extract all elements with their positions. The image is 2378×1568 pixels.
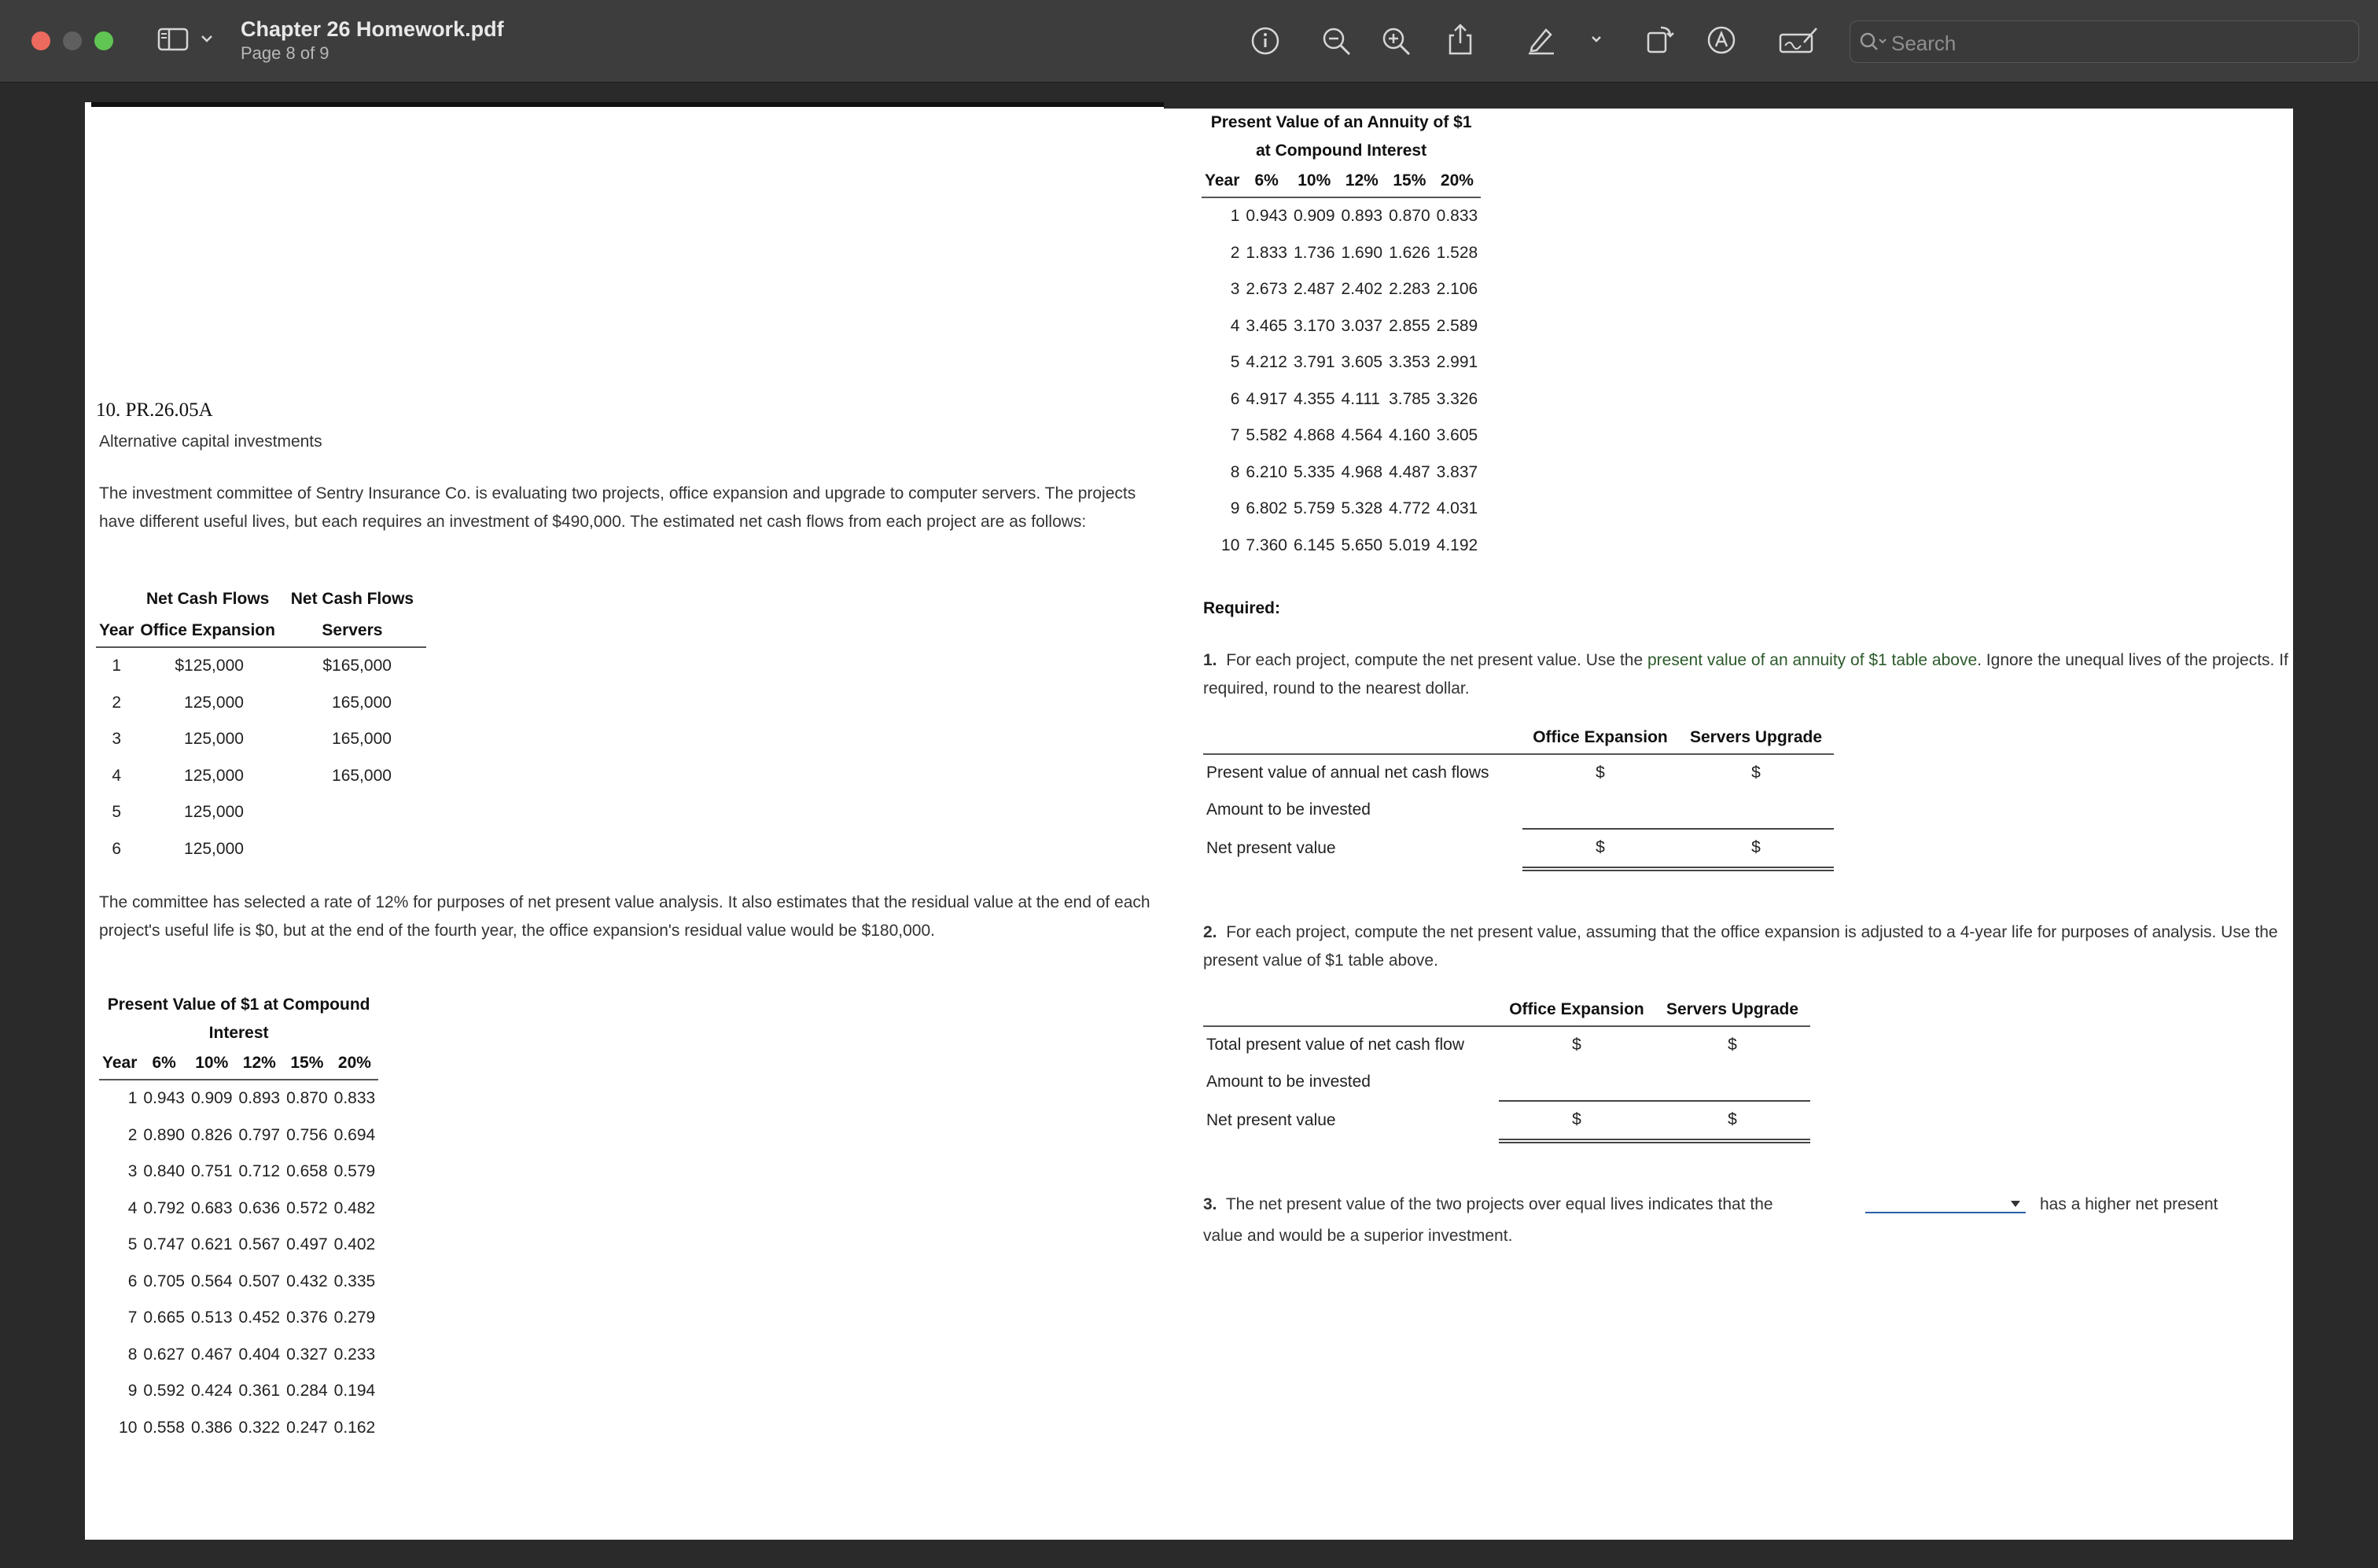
cash-flow-cell: 3 (112, 730, 122, 749)
annuity-cell: 1.833 (1246, 243, 1287, 262)
table-row (1202, 308, 1481, 345)
annuity-cell: 3.785 (1389, 389, 1430, 408)
annuity-cell: 3.326 (1436, 389, 1478, 408)
q2-row-total-label: Total present value of net cash flow (1206, 1036, 1465, 1055)
table-row (96, 831, 426, 868)
table-row (96, 647, 426, 685)
pv-cell: 0.322 (238, 1418, 281, 1437)
cash-flow-cell: $165,000 (322, 657, 392, 675)
sidebar-icon[interactable] (157, 27, 189, 52)
q1-col-servers: Servers Upgrade (1678, 722, 1834, 754)
annuity-cell: 3.465 (1246, 316, 1287, 335)
table-row (1202, 197, 1481, 235)
annuity-cell: 2.106 (1436, 280, 1478, 299)
annuity-cell: 6.802 (1246, 499, 1287, 518)
q2-invest-office-input[interactable] (1499, 1064, 1655, 1102)
minimize-window-button[interactable] (63, 31, 82, 50)
pv-col-header: Year (99, 1047, 140, 1080)
annuity-cell: 3.037 (1341, 316, 1383, 335)
annuity-col-header: 15% (1386, 165, 1434, 197)
q1-row-invest-label: Amount to be invested (1206, 801, 1371, 819)
cash-flow-cell: 125,000 (184, 839, 244, 858)
pv-cell: 9 (127, 1382, 138, 1401)
annuity-cell: 9 (1230, 499, 1240, 518)
document-title: Chapter 26 Homework.pdf (241, 17, 504, 41)
pv-cell: 0.870 (286, 1089, 328, 1108)
annuity-cell: 5.335 (1293, 462, 1335, 481)
q2-col-office: Office Expansion (1499, 994, 1655, 1026)
pv-cell: 0.386 (190, 1418, 233, 1437)
table-row (99, 1191, 378, 1228)
annuity-cell: 3.605 (1341, 353, 1383, 372)
pv-col-header: 10% (188, 1047, 236, 1080)
table-row (1202, 271, 1481, 308)
table-row (99, 1080, 378, 1117)
annuity-cell: 3.837 (1436, 462, 1478, 481)
pv-col-header: 6% (140, 1047, 188, 1080)
pv-cell: 3 (127, 1162, 138, 1181)
table-row (1202, 344, 1481, 381)
q2-invest-servers-input[interactable] (1655, 1064, 1810, 1102)
annuity-cell: 0.943 (1246, 207, 1287, 226)
pv-cell: 0.482 (333, 1198, 376, 1217)
pv-cell: 0.751 (190, 1162, 233, 1181)
pv-cell: 0.840 (143, 1162, 185, 1181)
annuity-cell: 7.360 (1246, 536, 1287, 554)
cash-flow-cell: 125,000 (184, 766, 244, 785)
annuity-cell: 4.772 (1389, 499, 1430, 518)
pv-cell: 0.792 (143, 1198, 185, 1217)
annuity-cell: 2.589 (1436, 316, 1478, 335)
pv-cell: 0.747 (143, 1235, 185, 1254)
pv-cell: 0.564 (190, 1272, 233, 1290)
pv-title-2: Interest (208, 1024, 269, 1042)
pv-cell: 0.694 (333, 1125, 376, 1144)
table-row (1202, 528, 1481, 565)
q1-npv-servers-input[interactable]: $ (1678, 829, 1834, 869)
title-bar (0, 0, 2378, 83)
pv-cell: 0.572 (286, 1198, 328, 1217)
pv-cell: 0.705 (143, 1272, 185, 1290)
annuity-cell: 2 (1230, 243, 1240, 262)
cash-flow-cell: 125,000 (184, 803, 244, 822)
required-heading: Required: (1203, 599, 1281, 617)
chevron-down-icon[interactable] (200, 33, 214, 44)
q1-number: 1. (1203, 651, 1217, 669)
pv-cell: 0.558 (143, 1418, 185, 1437)
annuity-col-header: 10% (1290, 165, 1338, 197)
pv-cell: 0.335 (333, 1272, 376, 1290)
table-row (99, 1300, 378, 1337)
pv-cell: 0.507 (238, 1272, 281, 1290)
problem-subtitle: Alternative capital investments (99, 432, 322, 451)
pv-table (99, 991, 378, 1446)
annuity-cell: 3.791 (1293, 353, 1335, 372)
table-row (99, 1337, 378, 1374)
zoom-out-icon[interactable] (1321, 26, 1353, 57)
annuity-cell: 4 (1230, 316, 1240, 335)
q1-text (1203, 646, 2288, 703)
pv-cell: 2 (127, 1125, 138, 1144)
table-row (96, 721, 426, 758)
annuity-col-header: 20% (1434, 165, 1482, 197)
pv-cell: 0.826 (190, 1125, 233, 1144)
q3-text-a: 3. The net present value of the two projects over equal lives indicates that the (1203, 1195, 1773, 1213)
pv-cell: 0.712 (238, 1162, 281, 1181)
cash-flow-cell: 5 (112, 803, 122, 822)
rotate-icon[interactable] (1644, 24, 1675, 55)
annuity-cell: 6 (1230, 389, 1240, 408)
annuity-cell: 5 (1230, 353, 1240, 372)
annuity-cell: 1.626 (1389, 243, 1430, 262)
table-row (96, 794, 426, 831)
pv-cell: 0.627 (143, 1345, 185, 1364)
q1-npv-office-input[interactable]: $ (1522, 829, 1678, 869)
pv-cell: 6 (127, 1272, 138, 1290)
pv-cell: 7 (127, 1309, 138, 1327)
problem-id: 10. PR.26.05A (96, 399, 213, 421)
annuity-cell: 6.145 (1293, 536, 1335, 554)
annuity-cell: 5.759 (1293, 499, 1335, 518)
zoom-window-button[interactable] (94, 31, 113, 50)
annuity-cell: 4.160 (1389, 426, 1430, 445)
cf-header-top-2: Net Cash Flows (290, 590, 414, 608)
annuity-cell: 4.487 (1389, 462, 1430, 481)
annuity-cell: 10 (1221, 536, 1240, 554)
pv-cell: 0.279 (333, 1309, 376, 1327)
annuity-cell: 3.353 (1389, 353, 1430, 372)
pv-cell: 1 (127, 1089, 138, 1108)
pv-cell: 0.756 (286, 1125, 328, 1144)
pv-cell: 0.658 (286, 1162, 328, 1181)
pv-cell: 0.893 (238, 1089, 281, 1108)
search-field[interactable] (1850, 20, 2359, 63)
pv-cell: 0.833 (333, 1089, 376, 1108)
q2-text-body: For each project, compute the net present value, assuming that the office expansion is adjusted to a 4-year life for purposes of analysis. Use the present value of $1 table above. (1203, 923, 2278, 970)
pv-cell: 0.683 (190, 1198, 233, 1217)
q1-col-office: Office Expansion (1522, 722, 1678, 754)
info-icon[interactable] (1250, 26, 1280, 56)
q1-pv-servers-input[interactable]: $ (1751, 764, 1761, 782)
annuity-cell: 5.328 (1341, 499, 1383, 518)
q2-row-invest-label: Amount to be invested (1206, 1073, 1371, 1091)
table-row (99, 1373, 378, 1410)
pv-cell: 0.497 (286, 1235, 328, 1254)
cash-flow-cell: 2 (112, 693, 122, 712)
annuity-cell: 2.283 (1389, 280, 1430, 299)
pv-col-header: 20% (331, 1047, 379, 1080)
cash-flow-cell: 165,000 (332, 693, 392, 712)
pv-cell: 0.621 (190, 1235, 233, 1254)
annuity-cell: 2.855 (1389, 316, 1430, 335)
page-top-rule (91, 102, 1164, 107)
annuity-cell: 7 (1230, 426, 1240, 445)
annuity-cell: 0.909 (1293, 207, 1335, 226)
table-row (1202, 418, 1481, 455)
annotate-icon[interactable] (1706, 25, 1736, 55)
q2-total-servers-input[interactable]: $ (1728, 1036, 1737, 1055)
annuity-cell: 0.870 (1389, 207, 1430, 226)
pv-cell: 0.467 (190, 1345, 233, 1364)
annuity-cell: 4.917 (1246, 389, 1287, 408)
cash-flow-cell: 4 (112, 766, 122, 785)
cash-flows-table (96, 583, 426, 867)
problem-intro: The investment committee of Sentry Insurance Co. is evaluating two projects, office expansion and upgrade to computer servers. The projects have different useful lives, but each requires an investment of $490,000. The estimated net cash flows from each project are as follows: (99, 484, 1136, 531)
annuity-cell: 0.833 (1436, 207, 1478, 226)
annuity-cell: 3.170 (1293, 316, 1335, 335)
annuity-cell: 5.650 (1341, 536, 1383, 554)
table-row (99, 1154, 378, 1191)
pv-cell: 0.665 (143, 1309, 185, 1327)
pv-cell: 0.402 (333, 1235, 376, 1254)
signature-icon[interactable] (1779, 25, 1818, 55)
pv-cell: 0.424 (190, 1382, 233, 1401)
cash-flow-cell: 165,000 (332, 766, 392, 785)
annuity-col-header: 12% (1338, 165, 1386, 197)
annuity-cell: 4.031 (1436, 499, 1478, 518)
table-row (1202, 491, 1481, 528)
pv-cell: 0.247 (286, 1418, 328, 1437)
cf-header-top-1: Net Cash Flows (145, 590, 270, 608)
annuity-cell: 1 (1230, 207, 1240, 226)
q1-text-b: . Ignore the unequal lives of the projects. If required, round to the nearest dollar. (1203, 651, 2288, 698)
annuity-cell: 2.402 (1341, 280, 1383, 299)
pv-cell: 0.162 (333, 1418, 376, 1437)
pv-cell: 0.567 (238, 1235, 281, 1254)
annuity-cell: 1.690 (1341, 243, 1383, 262)
annuity-cell: 4.968 (1341, 462, 1383, 481)
pv-col-header: 12% (236, 1047, 284, 1080)
cash-flow-cell (278, 794, 426, 831)
annuity-cell: 0.893 (1341, 207, 1383, 226)
q1-annuity-link[interactable]: present value of an annuity of $1 table above (1647, 651, 1978, 669)
annuity-cell: 8 (1230, 462, 1240, 481)
dropdown-arrow-icon (2010, 1198, 2021, 1212)
pv-cell: 0.194 (333, 1382, 376, 1401)
cash-flow-cell: 6 (112, 839, 122, 858)
annuity-col-header: 6% (1242, 165, 1290, 197)
q1-invest-office-input[interactable] (1522, 792, 1678, 830)
pv-cell: 0.797 (238, 1125, 281, 1144)
pv-cell: 0.404 (238, 1345, 281, 1364)
q1-header-blank (1203, 722, 1522, 754)
pv-cell: 5 (127, 1235, 138, 1254)
search-icon (1858, 31, 1888, 53)
annuity-col-header: Year (1202, 165, 1242, 197)
pv-cell: 0.361 (238, 1382, 281, 1401)
cash-flow-cell: 165,000 (332, 730, 392, 749)
q1-text-a: For each project, compute the net present value. Use the (1226, 651, 1647, 669)
pv-cell: 8 (127, 1345, 138, 1364)
pdf-page-left (85, 102, 1164, 1540)
pv-cell: 0.284 (286, 1382, 328, 1401)
pv-cell: 4 (127, 1198, 138, 1217)
pv-cell: 0.233 (333, 1345, 376, 1364)
annuity-cell: 4.868 (1293, 426, 1335, 445)
share-icon[interactable] (1447, 22, 1474, 57)
pdf-page-right (1164, 109, 2293, 1540)
annuity-table (1202, 109, 1481, 564)
q3-text-b-1: has a higher net present (2040, 1195, 2218, 1213)
annuity-cell: 4.111 (1341, 389, 1380, 408)
q2-npv-office-input[interactable]: $ (1499, 1101, 1655, 1141)
q1-pv-office-input[interactable]: $ (1596, 764, 1605, 782)
q2-header-blank (1203, 994, 1499, 1026)
cash-flow-cell: 125,000 (184, 693, 244, 712)
table-row (99, 1264, 378, 1301)
annuity-cell: 2.487 (1293, 280, 1335, 299)
q1-row-npv-label: Net present value (1206, 839, 1336, 858)
pv-title-1: Present Value of $1 at Compound (107, 996, 370, 1014)
pv-cell: 0.943 (143, 1089, 185, 1108)
pv-cell: 0.592 (143, 1382, 185, 1401)
annuity-cell: 1.736 (1293, 243, 1335, 262)
table-row (99, 1410, 378, 1447)
table-row (1202, 235, 1481, 272)
pv-cell: 0.452 (238, 1309, 281, 1327)
page-indicator: Page 8 of 9 (241, 43, 329, 63)
q2-col-servers: Servers Upgrade (1655, 994, 1810, 1026)
annuity-cell: 4.355 (1293, 389, 1335, 408)
annuity-cell: 2.673 (1246, 280, 1287, 299)
cf-header-top-0 (96, 583, 137, 615)
table-row (1202, 455, 1481, 491)
close-window-button[interactable] (31, 31, 50, 50)
cf-header-servers: Servers (278, 615, 426, 647)
annuity-cell: 4.212 (1246, 353, 1287, 372)
annuity-title-1: Present Value of an Annuity of $1 (1210, 113, 1472, 131)
annuity-cell: 1.528 (1436, 243, 1478, 262)
annuity-cell: 3 (1230, 280, 1240, 299)
cf-header-office: Office Expansion (137, 615, 278, 647)
pv-cell: 0.579 (333, 1162, 376, 1181)
q3-number: 3. (1203, 1195, 1217, 1213)
table-row (1202, 381, 1481, 418)
q2-npv-servers-input[interactable]: $ (1655, 1101, 1810, 1141)
committee-text: The committee has selected a rate of 12% for purposes of net present value analysis. It also estimates that the residual value at the end of each project's useful life is $0, but at the end of the fourth year, the office expansion's residual value would be $180,000. (99, 893, 1150, 940)
markup-pen-icon[interactable] (1526, 24, 1557, 55)
cash-flow-cell: 125,000 (184, 730, 244, 749)
search-placeholder: Search (1891, 31, 1957, 55)
q1-answer-table (1203, 722, 1834, 871)
pv-cell: 0.513 (190, 1309, 233, 1327)
pv-cell: 0.636 (238, 1198, 281, 1217)
pv-cell: 0.376 (286, 1309, 328, 1327)
q1-row-pv-label: Present value of annual net cash flows (1206, 764, 1489, 782)
q2-total-office-input[interactable]: $ (1572, 1036, 1581, 1055)
zoom-in-icon[interactable] (1381, 26, 1412, 57)
annuity-cell: 5.019 (1389, 536, 1430, 554)
q3-text-b-2: value and would be a superior investment. (1203, 1227, 1513, 1245)
pv-cell: 0.327 (286, 1345, 328, 1364)
annuity-cell: 4.564 (1341, 426, 1383, 445)
cash-flow-cell: 1 (112, 657, 122, 675)
pv-cell: 0.909 (190, 1089, 233, 1108)
table-row (96, 758, 426, 795)
pv-cell: 10 (119, 1418, 138, 1437)
annuity-cell: 4.192 (1436, 536, 1478, 554)
annuity-cell: 5.582 (1246, 426, 1287, 445)
q2-answer-table (1203, 994, 1810, 1143)
cf-header-year: Year (96, 615, 137, 647)
q2-number: 2. (1203, 923, 1217, 941)
pv-cell: 0.432 (286, 1272, 328, 1290)
q2-row-npv-label: Net present value (1206, 1111, 1336, 1130)
pv-col-header: 15% (283, 1047, 331, 1080)
annuity-cell: 3.605 (1436, 426, 1478, 445)
table-row (96, 685, 426, 722)
annuity-cell: 6.210 (1246, 462, 1287, 481)
q2-text (1203, 918, 2288, 975)
q3-project-dropdown[interactable] (1865, 1193, 2026, 1213)
markup-chevron-down-icon[interactable] (1590, 35, 1603, 44)
table-row (99, 1227, 378, 1264)
table-row (99, 1117, 378, 1154)
annuity-title-2: at Compound Interest (1256, 142, 1427, 160)
q1-invest-servers-input[interactable] (1678, 792, 1834, 830)
pv-cell: 0.890 (143, 1125, 185, 1144)
cash-flow-cell: $125,000 (175, 657, 244, 675)
annuity-cell: 2.991 (1436, 353, 1478, 372)
cash-flow-cell (278, 831, 426, 868)
